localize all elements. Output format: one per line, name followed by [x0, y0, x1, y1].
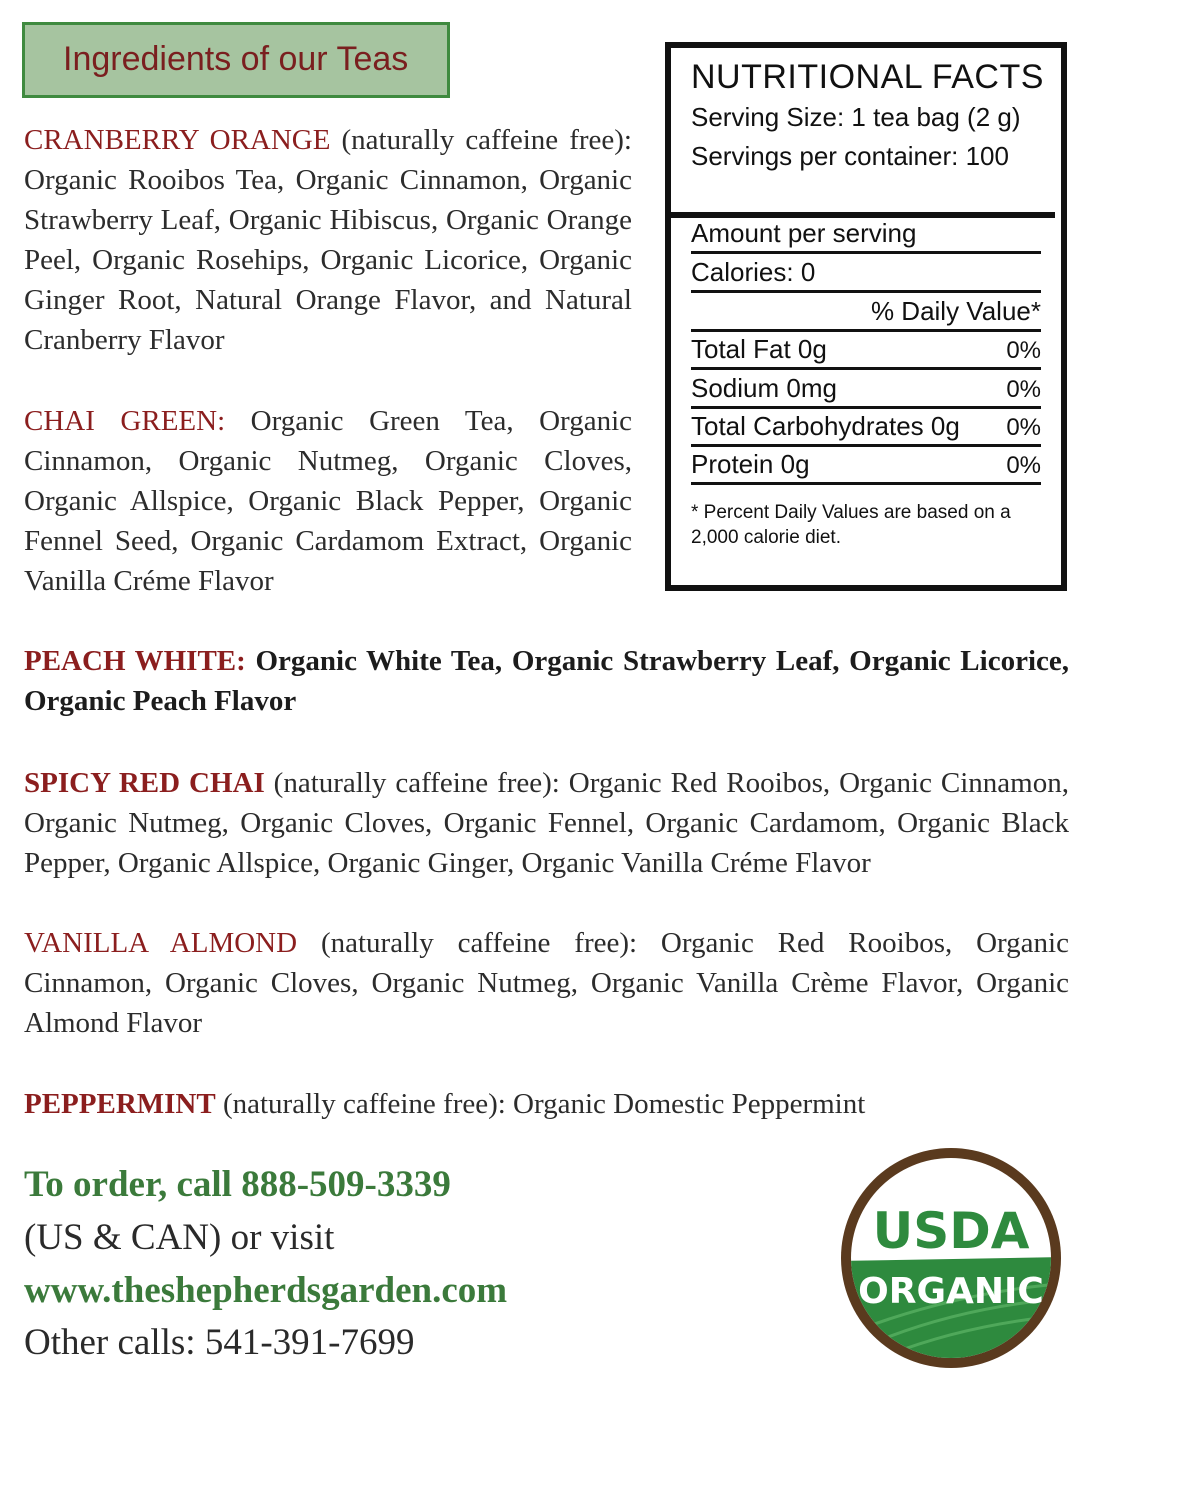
tea-entry-vanilla-almond: [24, 923, 1069, 1043]
calories-label: Calories: 0: [691, 257, 816, 287]
usda-organic-seal-icon: [838, 1145, 1064, 1371]
tea-name: CRANBERRY ORANGE: [24, 124, 331, 156]
seal-text-usda: USDA: [872, 1202, 1030, 1260]
website-link[interactable]: www.theshepherdsgarden.com: [24, 1270, 508, 1311]
tea-description: (naturally caffeine free): Organic Red Rooibos, Organic Cinnamon, Organic Cloves, Organic Nutmeg, Organic Vanilla Crème Flavor, Organic Almond Flavor: [24, 927, 1069, 1039]
order-phone: To order, call 888-509-3339: [24, 1164, 451, 1205]
tea-name: PEACH WHITE:: [24, 645, 246, 677]
nutrient-row: [691, 409, 1041, 447]
nutrient-label: Sodium 0mg: [691, 373, 837, 403]
tea-name: CHAI GREEN:: [24, 405, 226, 437]
calories-row: [691, 255, 1041, 293]
nutrient-label: Protein 0g: [691, 449, 810, 479]
order-region: (US & CAN) or visit: [24, 1217, 335, 1258]
tea-name: PEPPERMINT: [24, 1088, 216, 1120]
serving-size: Serving Size: 1 tea bag (2 g): [691, 102, 1021, 132]
nutrition-footnote: * Percent Daily Values are based on a 2,000 calorie diet.: [691, 502, 1011, 548]
amount-per-serving-label: Amount per serving: [691, 218, 917, 248]
daily-value-header: % Daily Value*: [870, 296, 1041, 326]
nutrition-facts-panel: [665, 42, 1067, 591]
tea-name: VANILLA ALMOND: [24, 927, 298, 959]
nutrient-row: [691, 332, 1041, 370]
nutrient-label: Total Fat 0g: [691, 334, 827, 364]
seal-text-organic: ORGANIC: [858, 1271, 1044, 1312]
tea-entry-spicy-red-chai: [24, 763, 1069, 883]
nutrition-title: NUTRITIONAL FACTS: [691, 58, 1044, 96]
nutrient-percent: 0%: [1006, 376, 1041, 403]
tea-description: (naturally caffeine free): Organic Red Rooibos, Organic Cinnamon, Organic Nutmeg, Organic Cloves, Organic Fennel, Organic Cardamom, Organic Black Pepper, Organic Allspice, Organic Ginger, Organic Vanilla Créme Flavor: [24, 767, 1069, 879]
tea-entry-cranberry-orange: [24, 120, 632, 360]
tea-entry-peppermint: [24, 1084, 1069, 1124]
tea-description: (naturally caffeine free): Organic Domestic Peppermint: [215, 1088, 866, 1120]
amount-per-serving-row: [691, 216, 1041, 254]
tea-name: SPICY RED CHAI: [24, 767, 265, 799]
page-title: Ingredients of our Teas: [63, 40, 409, 78]
nutrient-label: Total Carbohydrates 0g: [691, 411, 960, 441]
tea-description: Organic White Tea, Organic Strawberry Leaf, Organic Licorice, Organic Peach Flavor: [24, 645, 1069, 717]
nutrient-row: [691, 371, 1041, 409]
nutrient-row: [691, 447, 1041, 485]
nutrient-percent: 0%: [1006, 452, 1041, 479]
tea-entry-peach-white: [24, 641, 1069, 721]
daily-value-header-row: [691, 294, 1041, 332]
nutrient-percent: 0%: [1006, 337, 1041, 364]
tea-description: Organic Green Tea, Organic Cinnamon, Organic Nutmeg, Organic Cloves, Organic Allspice, Organic Black Pepper, Organic Fennel Seed, Organic Cardamom Extract, Organic Vanilla Créme Flavor: [24, 405, 632, 597]
servings-per-container: Servings per container: 100: [691, 141, 1009, 171]
tea-entry-chai-green: [24, 401, 632, 601]
nutrient-percent: 0%: [1006, 414, 1041, 441]
other-phone: Other calls: 541-391-7699: [24, 1322, 415, 1363]
tea-description: (naturally caffeine free): Organic Rooibos Tea, Organic Cinnamon, Organic Strawberry Leaf, Organic Hibiscus, Organic Orange Peel, Organic Rosehips, Organic Licorice, Organic Ginger Root, Natural Orange Flavor, and Natural Cranberry Flavor: [24, 124, 632, 356]
section-header-box: [22, 22, 450, 98]
